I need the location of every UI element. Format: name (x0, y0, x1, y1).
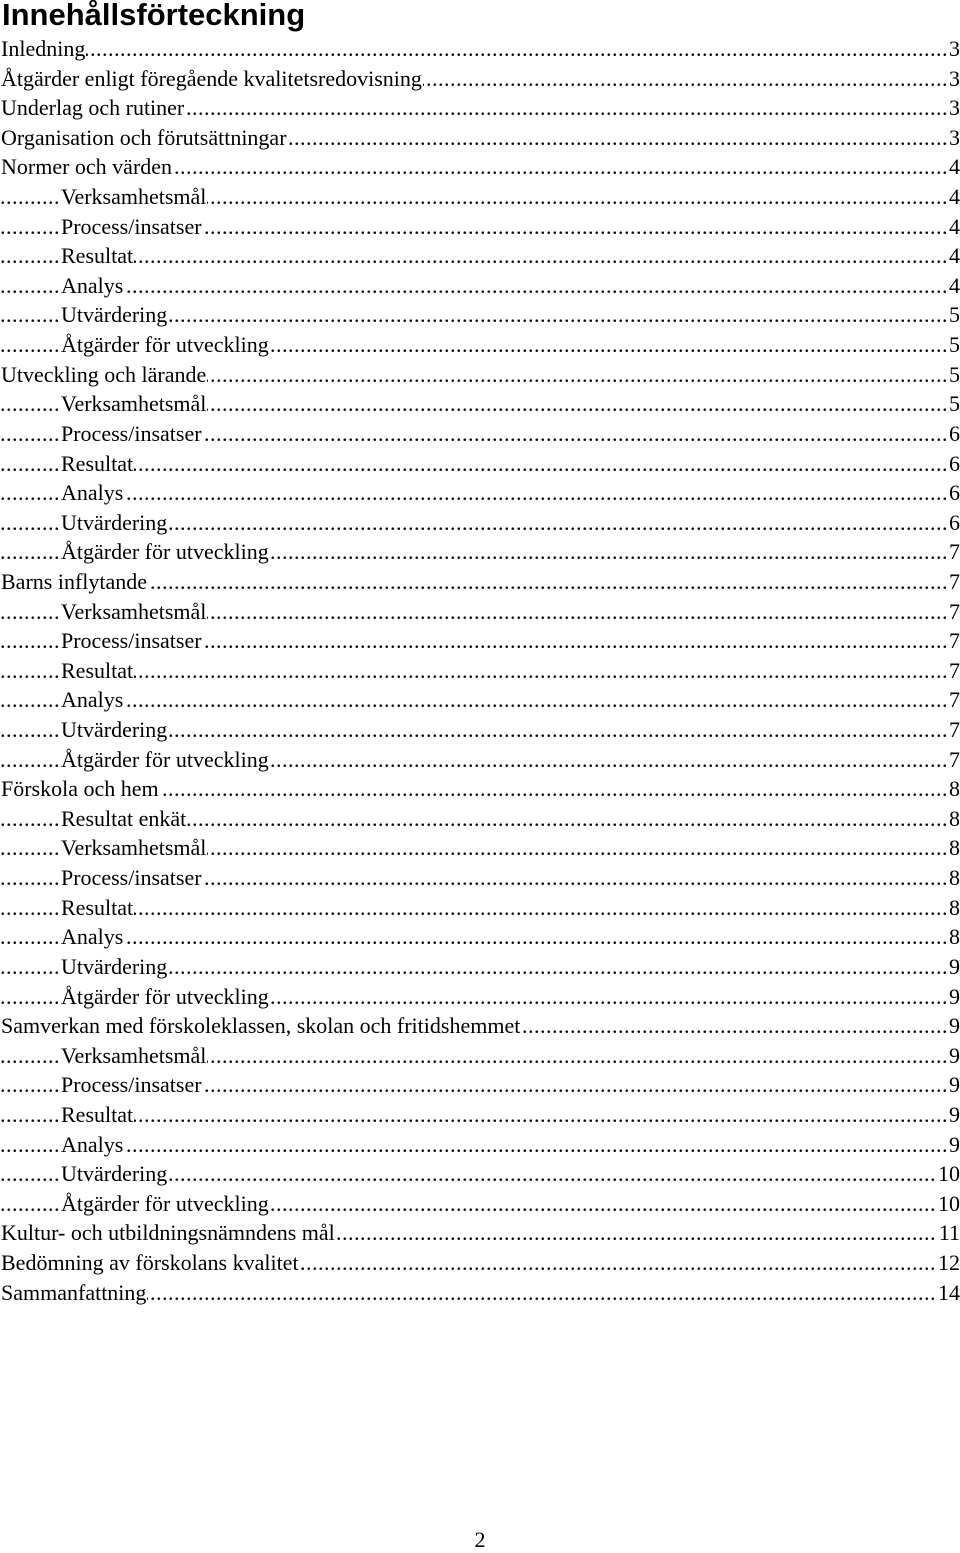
toc-entry-page: 3 (947, 34, 960, 64)
toc-entry-page: 5 (947, 360, 960, 390)
toc-entry-page: 4 (947, 152, 960, 182)
toc-entry[interactable] (0, 1159, 960, 1189)
toc-entry-page: 8 (947, 893, 960, 923)
toc-entry-page: 8 (947, 922, 960, 952)
toc-entry-label: Analys (61, 272, 124, 298)
toc-entry[interactable] (0, 1070, 960, 1100)
toc-entry[interactable] (0, 1278, 960, 1308)
toc-entry-label: Analys (61, 1131, 124, 1157)
toc-entry-page: 4 (947, 182, 960, 212)
toc-entry[interactable] (0, 1011, 960, 1041)
toc-entry[interactable] (0, 833, 960, 863)
toc-entry-page: 5 (947, 300, 960, 330)
toc-entry-label: Organisation och förutsättningar (1, 124, 287, 150)
toc-entry-label: Barns inflytande (1, 568, 148, 594)
toc-entry-label: Utvärdering (61, 717, 168, 743)
toc-entry[interactable] (0, 93, 960, 123)
toc-entry-label: Åtgärder för utveckling (61, 539, 269, 565)
toc-entry-page: 6 (947, 508, 960, 538)
toc-entry[interactable] (0, 597, 960, 627)
toc-entry-page: 7 (947, 745, 960, 775)
toc-entry-page: 14 (936, 1278, 960, 1308)
toc-entry-label: Utvärdering (61, 1161, 168, 1187)
toc-entry[interactable] (0, 656, 960, 686)
toc-entry-label: Samverkan med förskoleklassen, skolan och fritidshemmet (1, 1013, 521, 1039)
toc-entry-page: 10 (936, 1159, 960, 1189)
dot-leader (0, 685, 960, 715)
toc-entry[interactable] (0, 449, 960, 479)
toc-entry-label: Resultat (61, 894, 134, 920)
toc-entry[interactable] (0, 1041, 960, 1071)
toc-entry-page: 6 (947, 449, 960, 479)
toc-entry[interactable] (0, 774, 960, 804)
dot-leader (0, 656, 960, 686)
toc-entry-page: 7 (947, 715, 960, 745)
toc-entry-page: 9 (947, 1100, 960, 1130)
toc-entry-page: 4 (947, 271, 960, 301)
toc-entry-page: 9 (947, 1011, 960, 1041)
toc-entry[interactable] (0, 863, 960, 893)
dot-leader (0, 922, 960, 952)
toc-entry[interactable] (0, 893, 960, 923)
dot-leader (0, 271, 960, 301)
toc-entry-label: Process/insatser (61, 420, 202, 446)
toc-entry-page: 7 (947, 567, 960, 597)
toc-entry-label: Resultat (61, 657, 134, 683)
toc-entry[interactable] (0, 982, 960, 1012)
toc-entry-label: Sammanfattning (1, 1279, 147, 1305)
toc-entry[interactable] (0, 241, 960, 271)
toc-entry-label: Kultur- och utbildningsnämndens mål (1, 1220, 335, 1246)
toc-entry-page: 3 (947, 123, 960, 153)
toc-entry[interactable] (0, 34, 960, 64)
toc-entry-label: Åtgärder för utveckling (61, 1190, 269, 1216)
toc-entry-label: Analys (61, 480, 124, 506)
toc-entry[interactable] (0, 330, 960, 360)
toc-entry-label: Utvärdering (61, 953, 168, 979)
toc-entry-page: 5 (947, 330, 960, 360)
toc-entry[interactable] (0, 1100, 960, 1130)
toc-entry[interactable] (0, 300, 960, 330)
toc-entry[interactable] (0, 64, 960, 94)
toc-entry-page: 7 (947, 626, 960, 656)
toc-entry[interactable] (0, 123, 960, 153)
toc-entry-label: Åtgärder enligt föregående kvalitetsredovisning (1, 65, 422, 91)
toc-entry[interactable] (0, 922, 960, 952)
toc-entry[interactable] (0, 212, 960, 242)
toc-entry-label: Åtgärder för utveckling (61, 983, 269, 1009)
toc-entry[interactable] (0, 271, 960, 301)
toc-entry[interactable] (0, 508, 960, 538)
toc-entry-page: 11 (937, 1218, 960, 1248)
dot-leader (0, 34, 960, 64)
toc-entry-label: Normer och värden (1, 154, 173, 180)
toc-entry-label: Verksamhetsmål (61, 184, 207, 210)
toc-entry-label: Analys (61, 687, 124, 713)
toc-entry-page: 12 (936, 1248, 960, 1278)
toc-entry-label: Bedömning av förskolans kvalitet (1, 1249, 299, 1275)
toc-entry-page: 9 (947, 1041, 960, 1071)
toc-entry-page: 7 (947, 685, 960, 715)
page-title: Innehållsförteckning (2, 0, 306, 32)
toc-entry-label: Åtgärder för utveckling (61, 746, 269, 772)
toc-entry[interactable] (0, 1130, 960, 1160)
toc-entry-page: 3 (947, 93, 960, 123)
toc-entry[interactable] (0, 685, 960, 715)
toc-entry-label: Resultat (61, 243, 134, 269)
page-number: 2 (474, 1527, 486, 1552)
toc-entry-label: Inledning (1, 36, 86, 61)
toc-entry-label: Åtgärder för utveckling (61, 332, 269, 358)
dot-leader (0, 1130, 960, 1160)
dot-leader (0, 478, 960, 508)
toc-entry[interactable] (0, 715, 960, 745)
dot-leader (0, 449, 960, 479)
toc-entry-page: 8 (947, 804, 960, 834)
toc-entry[interactable] (0, 1189, 960, 1219)
toc-entry[interactable] (0, 182, 960, 212)
toc-entry-page: 6 (947, 419, 960, 449)
toc-entry[interactable] (0, 537, 960, 567)
toc-entry[interactable] (0, 745, 960, 775)
toc-entry-label: Verksamhetsmål (61, 391, 207, 417)
toc-entry-label: Resultat (61, 1101, 134, 1127)
toc-entry-page: 10 (936, 1189, 960, 1219)
toc-entry-label: Verksamhetsmål (61, 1042, 207, 1068)
dot-leader (0, 241, 960, 271)
toc-entry-label: Process/insatser (61, 865, 202, 891)
dot-leader (0, 893, 960, 923)
toc-entry-label: Förskola och hem (1, 776, 159, 802)
toc-entry[interactable] (0, 1218, 960, 1248)
toc-entry-label: Verksamhetsmål (61, 598, 207, 624)
toc-entry-label: Underlag och rutiner (1, 95, 185, 121)
toc-entry-page: 7 (947, 656, 960, 686)
toc-entry-label: Process/insatser (61, 1072, 202, 1098)
toc-entry-label: Resultat enkät (61, 805, 187, 831)
table-of-contents (0, 34, 960, 1307)
toc-entry-page: 8 (947, 863, 960, 893)
toc-entry-label: Analys (61, 924, 124, 950)
toc-entry-label: Utvärdering (61, 302, 168, 328)
toc-entry-label: Resultat (61, 450, 134, 476)
toc-entry-page: 5 (947, 389, 960, 419)
toc-entry[interactable] (0, 478, 960, 508)
toc-entry-page: 4 (947, 241, 960, 271)
toc-entry-label: Process/insatser (61, 213, 202, 239)
toc-entry[interactable] (0, 1248, 960, 1278)
toc-entry-page: 7 (947, 597, 960, 627)
toc-entry[interactable] (0, 389, 960, 419)
toc-entry-page: 8 (947, 833, 960, 863)
toc-entry-page: 9 (947, 1130, 960, 1160)
toc-entry-label: Utvärdering (61, 509, 168, 535)
toc-entry[interactable] (0, 360, 960, 390)
dot-leader (0, 1100, 960, 1130)
toc-entry[interactable] (0, 952, 960, 982)
toc-entry[interactable] (0, 626, 960, 656)
toc-entry-page: 9 (947, 952, 960, 982)
toc-entry-page: 3 (947, 64, 960, 94)
toc-entry-page: 7 (947, 537, 960, 567)
toc-entry-label: Utveckling och lärande (1, 361, 207, 387)
toc-entry-page: 8 (947, 774, 960, 804)
toc-entry[interactable] (0, 567, 960, 597)
toc-entry[interactable] (0, 152, 960, 182)
toc-entry-page: 9 (947, 1070, 960, 1100)
toc-entry-label: Process/insatser (61, 628, 202, 654)
toc-entry[interactable] (0, 419, 960, 449)
toc-entry-page: 6 (947, 478, 960, 508)
toc-entry-page: 9 (947, 982, 960, 1012)
toc-entry-label: Verksamhetsmål (61, 835, 207, 861)
toc-entry[interactable] (0, 804, 960, 834)
toc-entry-page: 4 (947, 212, 960, 242)
